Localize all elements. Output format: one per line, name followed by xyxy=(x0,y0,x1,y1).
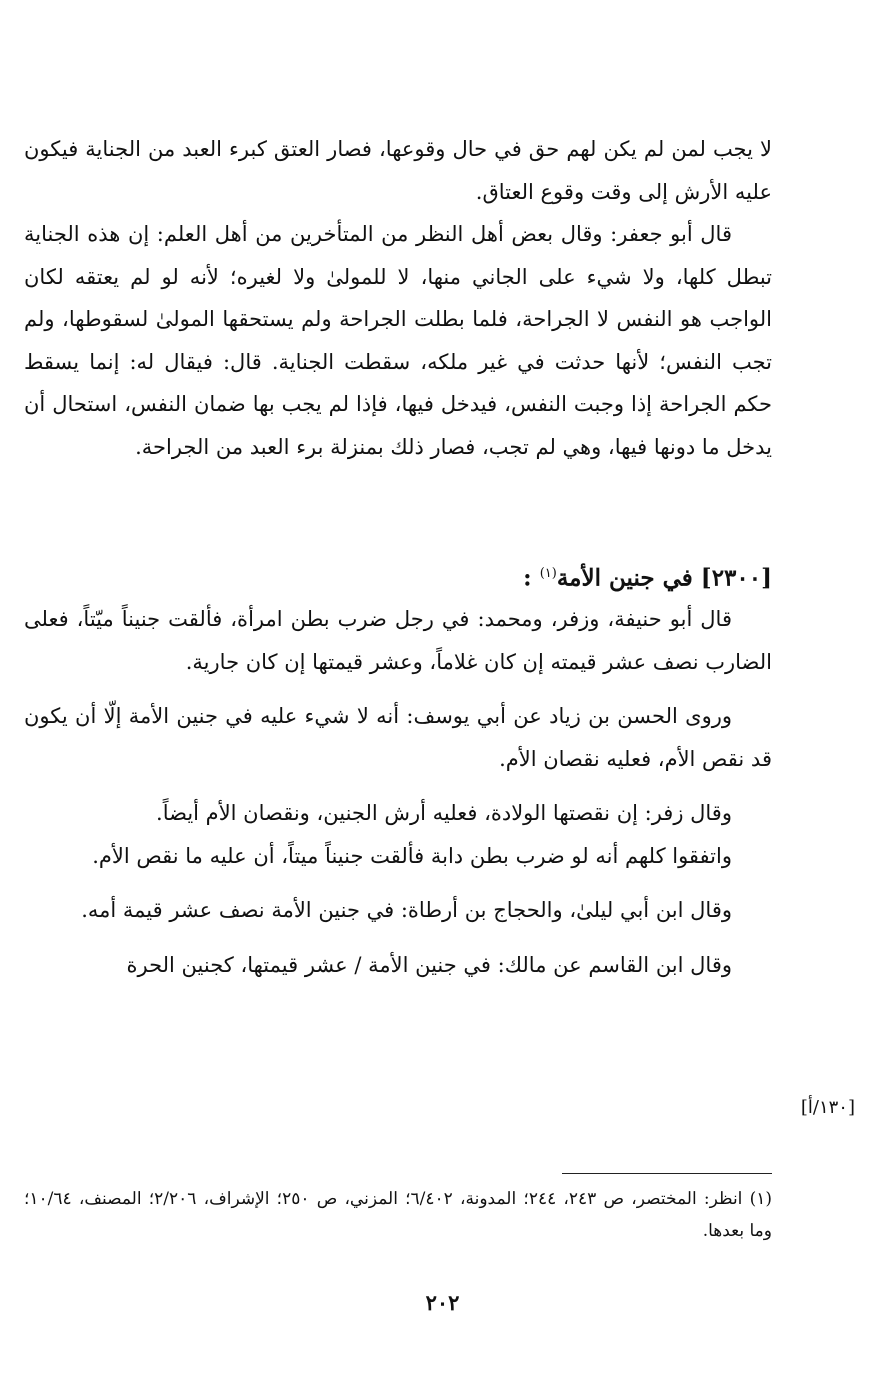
section-paragraph-2: وروى الحسن بن زياد عن أبي يوسف: أنه لا شيء عليه في جنين الأمة إلّا أن يكون قد نقص الأم، فعليه نقصان الأم. xyxy=(24,704,772,771)
paragraph-1: لا يجب لمن لم يكن لهم حق في حال وقوعها، فصار العتق كبرء العبد من الجناية فيكون عليه الأرش إلى وقت وقوع العتاق. xyxy=(24,137,772,204)
manuscript-folio-reference: [١٣٠/أ] xyxy=(800,1097,855,1118)
section-paragraph-1: قال أبو حنيفة، وزفر، ومحمد: في رجل ضرب بطن امرأة، فألقت جنيناً ميّتاً، فعلى الضارب نصف عشر قيمته إن كان غلاماً، وعشر قيمتها إن كان جارية. xyxy=(24,607,772,674)
heading-colon: : xyxy=(523,564,532,592)
footnote-1: (١) انظر: المختصر، ص ٢٤٣، ٢٤٤؛ المدونة، ٦/٤٠٢؛ المزني، ص ٢٥٠؛ الإشراف، ٢/٢٠٦؛ المصنف، ١٠/٦٤؛ وما بعدها. xyxy=(24,1189,773,1241)
paragraph-2: قال أبو جعفر: وقال بعض أهل النظر من المتأخرين من أهل العلم: إن هذه الجناية تبطل كلها، ولا شيء على الجاني منها، لا للمولىٰ ولا لغيره؛ لأنه لو لم يعتقه لكان الواجب هو النفس لا الجراحة، فلما بطلت الجراحة ولم يستحقها المولىٰ لسقوطها، ولم تجب النفس؛ لأنها حدثت في غير ملكه، سقطت الجناية. قال: فيقال له: إنما يسقط حكم الجراحة إذا وجبت النفس، فيدخل فيها، فإذا لم يجب بها ضمان النفس، استحال أن يدخل ما دونها فيها، وهي لم تجب، فصار ذلك بمنزلة برء العبد من الجراحة. xyxy=(24,222,772,459)
section-paragraph-4: واتفقوا كلهم أنه لو ضرب بطن دابة فألقت جنيناً ميتاً، أن عليه ما نقص الأم. xyxy=(92,843,732,868)
section-title: في جنين الأمة xyxy=(556,564,693,592)
section-body xyxy=(24,598,772,986)
section-heading xyxy=(24,553,772,600)
footnote-mark[interactable]: (١) xyxy=(539,566,557,581)
section-number: [٢٣٠٠] xyxy=(700,564,772,592)
page-number: ٢٠٢ xyxy=(425,1290,460,1315)
section-paragraph-6: وقال ابن القاسم عن مالك: في جنين الأمة / عشر قيمتها، كجنين الحرة xyxy=(126,952,732,977)
section-paragraph-3: وقال زفر: إن نقصتها الولادة، فعليه أرش الجنين، ونقصان الأم أيضاً. xyxy=(156,801,732,825)
footnote-divider xyxy=(562,1173,772,1174)
body-text-top xyxy=(24,128,772,468)
section-paragraph-5: وقال ابن أبي ليلىٰ، والحجاج بن أرطاة: في جنين الأمة نصف عشر قيمة أمه. xyxy=(81,898,732,922)
footnotes xyxy=(24,1183,772,1247)
